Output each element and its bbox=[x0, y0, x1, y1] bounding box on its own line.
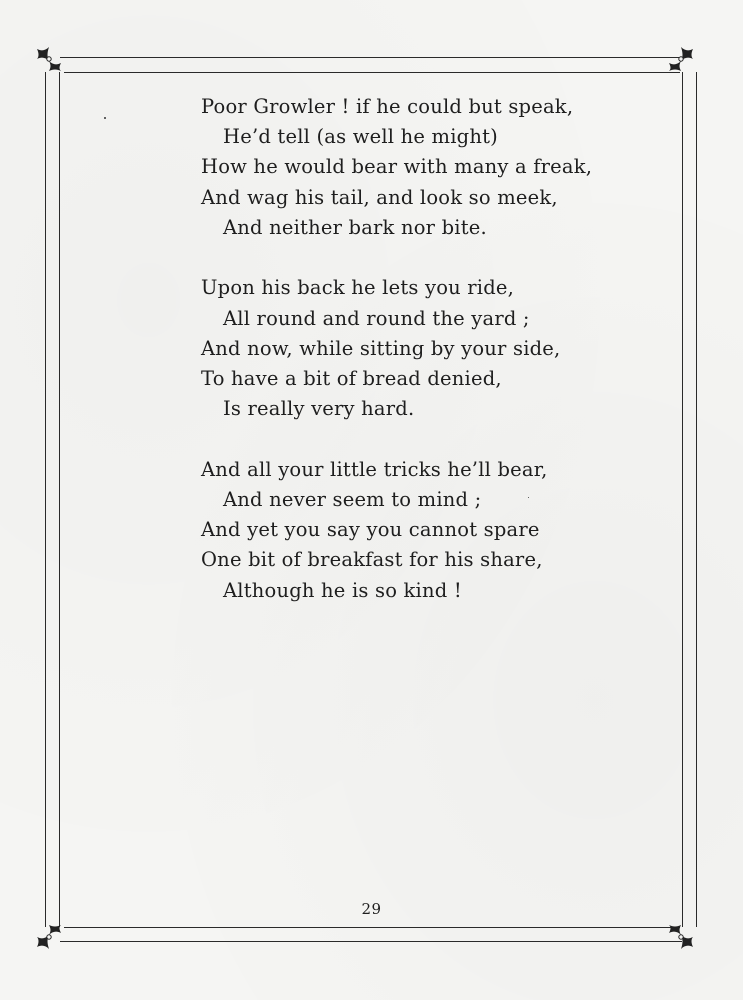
poem-line: And wag his tail, and look so meek, bbox=[201, 185, 558, 209]
poem-line: And neither bark nor bite. bbox=[223, 215, 487, 239]
frame-bottom-outer-rule bbox=[60, 941, 682, 942]
corner-ornament-top-left bbox=[34, 44, 64, 74]
frame-left-outer-rule bbox=[45, 72, 46, 927]
poem-line: Poor Growler ! if he could but speak, bbox=[201, 95, 574, 118]
corner-ornament-top-right bbox=[666, 44, 696, 74]
poem-line: Is really very hard. bbox=[223, 397, 415, 421]
poem-line: Upon his back he lets you ride, bbox=[201, 276, 515, 300]
poem-line: And yet you say you cannot spare bbox=[201, 518, 540, 542]
poem-line: To have a bit of bread denied, bbox=[201, 367, 502, 391]
frame-right-outer-rule bbox=[696, 72, 697, 927]
poem-line: All round and round the yard ; bbox=[223, 306, 530, 330]
poem-line: How he would bear with many a freak, bbox=[201, 155, 593, 179]
poem-line: And never seem to mind ; bbox=[223, 488, 482, 512]
frame-top-inner-rule bbox=[64, 72, 680, 73]
stanza-2 bbox=[201, 273, 621, 424]
poem-line: And all your little tricks he’ll bear, bbox=[201, 457, 548, 481]
poem-line: Although he is so kind ! bbox=[223, 578, 462, 602]
frame-top-outer-rule bbox=[60, 57, 682, 58]
corner-ornament-bottom-right bbox=[666, 922, 696, 952]
poem-line: He’d tell (as well he might) bbox=[223, 125, 498, 149]
poem-line: One bit of breakfast for his share, bbox=[201, 548, 543, 572]
frame-right-inner-rule bbox=[682, 72, 683, 927]
print-speck bbox=[104, 117, 106, 119]
corner-ornament-bottom-left bbox=[34, 922, 64, 952]
poem-line: And now, while sitting by your side, bbox=[201, 336, 561, 360]
frame-bottom-inner-rule bbox=[64, 927, 680, 928]
page-number: 29 bbox=[361, 900, 382, 918]
stanza-1 bbox=[201, 92, 621, 243]
stanza-3 bbox=[201, 455, 621, 606]
poem bbox=[201, 92, 621, 636]
frame-left-inner-rule bbox=[59, 72, 60, 927]
